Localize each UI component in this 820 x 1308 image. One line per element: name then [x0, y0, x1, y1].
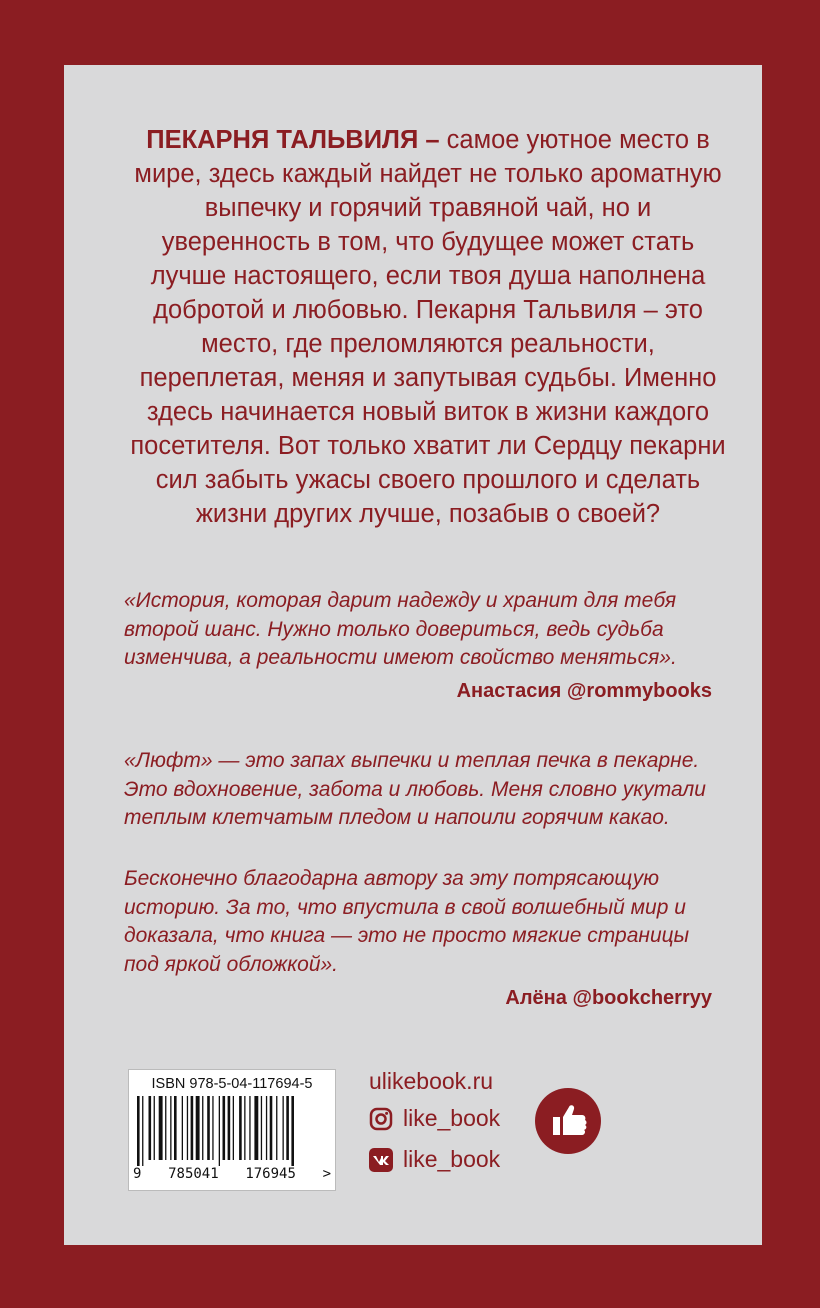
instagram-icon [369, 1107, 393, 1131]
vk-handle: like_book [403, 1146, 501, 1172]
barcode-digits-left: 785041 [168, 1166, 219, 1182]
blurb-text: самое уютное место в мире, здесь каждый найдет не только ароматную выпечку и горячий травяной чай, но и уверенность в том, что будущее может стать лучше настоящего, если твоя душа наполнена добротой и любовью. Пекарня Тальвиля – это место, где преломляются реальности, переплетая, меняя и запутывая судьбы. Именно здесь начинается новый виток в жизни каждого посетителя. Вот только хватит ли Сердцу пекарни сил забыть ужасы своего прошлого и сделать жизни других лучше, позабыв о своей? [130, 126, 726, 528]
review-quote-1: «История, которая дарит надежду и хранит для тебя второй шанс. Нужно только довериться, ведь судьба изменчива, а реальности имеют свойство меняться». [124, 589, 677, 669]
isbn-barcode [128, 1069, 336, 1191]
barcode-end-mark: > [322, 1166, 331, 1182]
review-author-1: Анастасия @rommybooks [456, 680, 712, 702]
instagram-handle: like_book [403, 1105, 501, 1131]
cover-panel [64, 65, 762, 1245]
barcode-digits [129, 1166, 335, 1182]
instagram-link[interactable] [369, 1105, 500, 1132]
blurb-lead: ПЕКАРНЯ ТАЛЬВИЛЯ – [146, 126, 440, 154]
vk-link[interactable] [369, 1146, 500, 1173]
vk-icon [369, 1148, 393, 1172]
barcode-bars [135, 1096, 329, 1166]
thumbs-up-logo-icon [534, 1087, 602, 1155]
barcode-digits-right: 176945 [245, 1166, 296, 1182]
review-author-2: Алёна @bookcherryy [505, 987, 712, 1009]
review-quote-2a: «Люфт» — это запах выпечки и теплая печка в пекарне. Это вдохновение, забота и любовь. Меня словно укутали теплым клетчатым пледом и напоили горячим какао. [124, 749, 706, 829]
isbn-label: ISBN 978-5-04-117694-5 [151, 1076, 313, 1092]
barcode-digit-first: 9 [133, 1166, 142, 1182]
publisher-site[interactable]: ulikebook.ru [369, 1068, 494, 1094]
review-quote-2b: Бесконечно благодарна автору за эту потрясающую историю. За то, что впустила в свой волшебный мир и доказала, что книга — это не просто мягкие страницы под яркой обложкой». [124, 867, 690, 976]
book-blurb [128, 123, 728, 531]
